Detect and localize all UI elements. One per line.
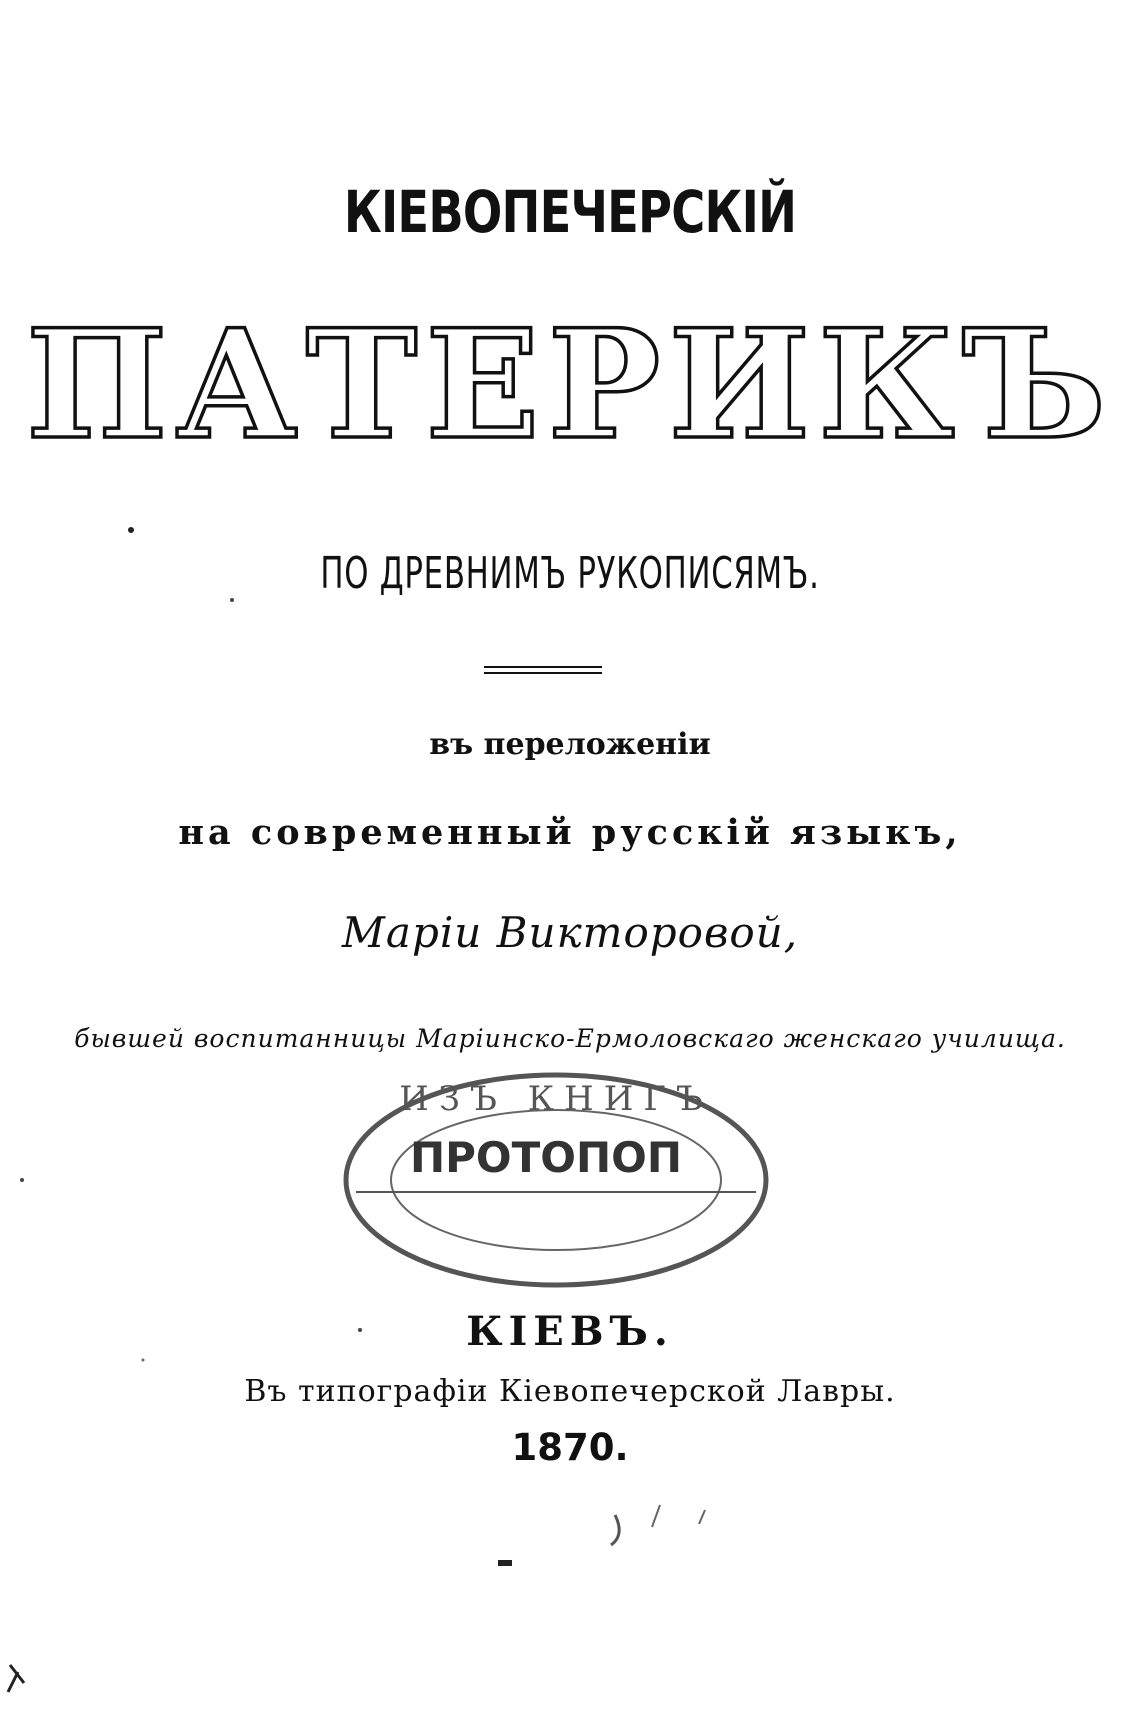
author-name: Маріи Викторовой, <box>341 908 799 957</box>
translation-line-2: на современный русскій языкъ, <box>178 812 962 853</box>
stamp-top-text: ИЗЪ КНИГЪ <box>399 1079 713 1119</box>
publication-city: КІЕВЪ. <box>466 1308 674 1355</box>
translation-line-1: въ переложеніи <box>429 727 711 762</box>
publication-year: 1870. <box>511 1426 629 1469</box>
printing-house: Въ типографіи Кіевопечерской Лавры. <box>244 1374 896 1409</box>
stamp-center-text: ПРОТОПОП <box>410 1133 682 1182</box>
title-line-2: ПАТЕРИКЪ <box>25 297 1115 473</box>
author-description: бывшей воспитанницы Маріинско-Ермоловскаго женскаго училища. <box>74 1024 1066 1053</box>
subtitle: ПО ДРЕВНИМЪ РУКОПИСЯМЪ. <box>320 548 820 599</box>
title-line-1: КІЕВОПЕЧЕРСКІЙ <box>343 178 797 246</box>
